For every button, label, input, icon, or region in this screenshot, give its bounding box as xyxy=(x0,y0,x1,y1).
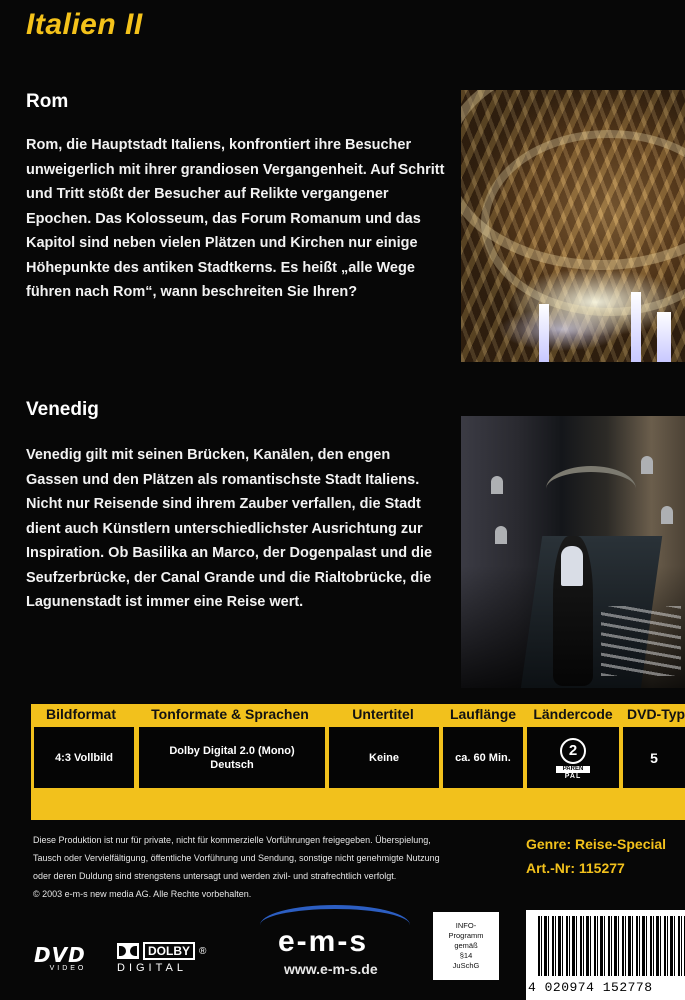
header-bildformat: Bildformat xyxy=(46,706,116,722)
cell-bildformat-value: 4:3 Vollbild xyxy=(55,751,113,764)
light-shape xyxy=(631,292,641,362)
gondolier-shape xyxy=(561,546,583,586)
region-code-bar: PAREN xyxy=(556,766,590,773)
cell-lauflaenge-value: ca. 60 Min. xyxy=(455,751,511,764)
window-shape xyxy=(491,476,503,494)
header-laendercode: Ländercode xyxy=(533,706,613,722)
cell-tonformate-language: Deutsch xyxy=(210,758,254,771)
page-title: Italien II xyxy=(26,8,143,41)
bridge-shape xyxy=(546,466,636,512)
section-body-rom: Rom, die Hauptstadt Italiens, konfrontiert ihre Besucher unweigerlich mit ihrer grandiosen Vergangenheit. Auf Schritt und Tritt stößt der Besucher auf Relikte vergangener Epochen. Das Kolosseum, das Forum Romanum und das Kapitol sind neben vielen Plätzen und Kirchen nur einige Höhepunkte des antiken Stadtkerns. Es heißt „alle Wege führen nach Rom“, wann beschreiten Sie Ihren? xyxy=(26,137,445,300)
dolby-digital-text: DIGITAL xyxy=(117,962,187,974)
legal-line: oder deren Duldung sind strengstens untersagt und werden zivil- und strafrechtlich verfolgt. xyxy=(33,871,397,881)
cell-untertitel xyxy=(329,727,439,788)
ems-website-link[interactable]: www.e-m-s.de xyxy=(284,961,378,977)
fsk-line: gemäß xyxy=(454,941,478,950)
section-body-venedig: Venedig gilt mit seinen Brücken, Kanälen, den engen Gassen und den Plätzen als romantischste Stadt Italiens. Nicht nur Reisende sind ihrem Zauber verfallen, die Stadt dient auch Künstlern unterschiedlichster Ausrichtung zur Inspiration. Ob Basilika an Marco, der Dogenpalast und die Seufzerbrücke, der Canal Grande und die Rialtobrücke, die Lagunenstadt ist immer eine Reise wert. xyxy=(26,447,433,610)
fsk-line: JuSchG xyxy=(452,961,480,970)
cell-dvd-typ-value: 5 xyxy=(650,749,658,766)
cell-lauflaenge xyxy=(443,727,523,788)
info-programm-label xyxy=(433,912,499,980)
article-number: Art.-Nr: 115277 xyxy=(526,860,625,876)
dvd-logo-subtext: VIDEO xyxy=(49,965,87,972)
header-dvd-typ: DVD-Typ xyxy=(627,706,685,722)
header-untertitel: Untertitel xyxy=(352,706,414,722)
cell-laendercode xyxy=(527,727,619,788)
registered-mark: ® xyxy=(199,945,207,957)
fsk-line: §14 xyxy=(459,951,473,960)
dolby-digital-logo xyxy=(117,942,217,974)
window-shape xyxy=(495,526,507,544)
legal-line: Diese Produktion ist nur für private, nicht für kommerzielle Vorführungen freigegeben. Überspielung, xyxy=(33,835,431,845)
dvd-video-logo xyxy=(34,944,102,976)
region-code-number: 2 xyxy=(560,738,586,764)
header-lauflaenge: Lauflänge xyxy=(449,706,517,722)
light-shape xyxy=(657,312,671,362)
info-table xyxy=(31,704,685,820)
dolby-double-d-icon xyxy=(117,943,139,959)
window-shape xyxy=(661,506,673,524)
dolby-word: DOLBY xyxy=(143,942,195,960)
legal-line: Tausch oder Vervielfältigung, öffentliche Vorführung und Sendung, sonstige nicht genehmigte Nutzung xyxy=(33,853,440,863)
dvd-logo-text: DVD xyxy=(34,943,86,967)
cell-tonformate xyxy=(139,727,325,788)
barcode xyxy=(526,910,685,1000)
barcode-bars-icon xyxy=(538,916,685,976)
genre-label: Genre: Reise-Special xyxy=(526,836,667,852)
genre-info xyxy=(526,832,666,880)
water-reflection xyxy=(601,606,681,676)
copyright-line: © 2003 e-m-s new media AG. Alle Rechte vorbehalten. xyxy=(33,889,252,899)
window-shape xyxy=(641,456,653,474)
venedig-canal-photo xyxy=(461,416,685,688)
cell-untertitel-value: Keine xyxy=(369,751,399,764)
fsk-line: INFO- xyxy=(455,921,477,930)
region-code-pal: PAL xyxy=(564,772,582,780)
section-heading-venedig: Venedig xyxy=(26,399,99,420)
ems-logo-text: e-m-s xyxy=(278,925,369,958)
fsk-line: Programm xyxy=(448,931,484,940)
region-code-icon xyxy=(556,738,590,778)
cell-tonformate-format: Dolby Digital 2.0 (Mono) xyxy=(169,744,295,757)
header-tonformate: Tonformate & Sprachen xyxy=(151,706,309,722)
legal-notice xyxy=(33,831,503,903)
barcode-number: 4 020974 152778 xyxy=(528,980,653,995)
section-heading-rom: Rom xyxy=(26,91,69,112)
cell-bildformat xyxy=(34,727,134,788)
cell-dvd-typ xyxy=(623,727,685,788)
rom-ceiling-photo xyxy=(461,90,685,362)
light-shape xyxy=(539,304,549,362)
